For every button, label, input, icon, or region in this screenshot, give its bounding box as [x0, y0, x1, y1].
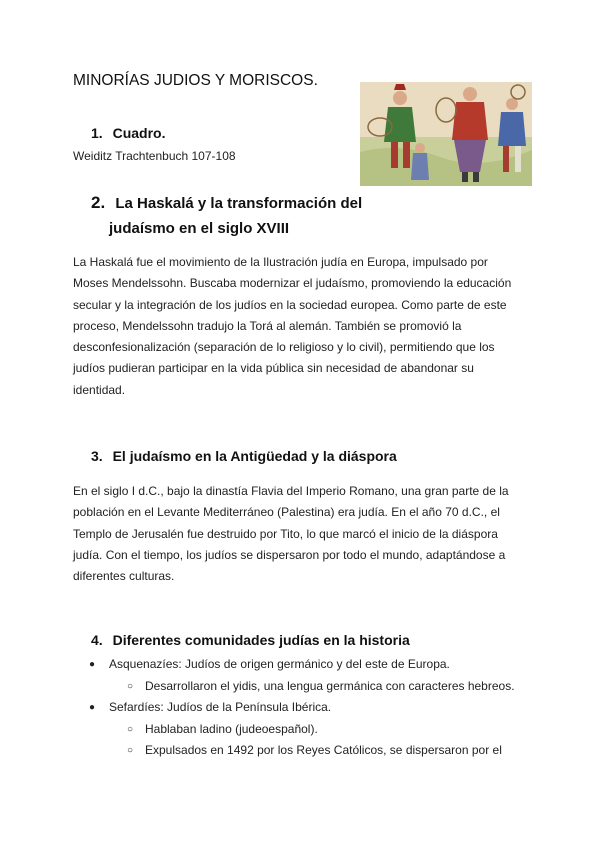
section-3-number: 3. — [91, 448, 103, 464]
section-1-heading — [91, 125, 165, 141]
list-item — [73, 676, 515, 698]
bullet-icon: ● — [89, 659, 96, 670]
hollow-bullet-icon: ○ — [127, 723, 134, 735]
list-item — [73, 697, 515, 719]
paragraph-line: judía. Con el tiempo, los judíos se dispersaron por todo el mundo, adaptándose a — [73, 547, 506, 562]
section-2-number: 2. — [91, 193, 106, 212]
paragraph-line: Templo de Jerusalén fue destruido por Tito, lo que marcó el inicio de la diáspora — [73, 526, 498, 541]
section-3-paragraph — [73, 481, 509, 587]
paragraph-line: La Haskalá fue el movimiento de la Ilustración judía en Europa, impulsado por — [73, 255, 488, 269]
paragraph-line: desconfesionalización (separación de lo religioso y lo civil), permitiendo que los — [73, 340, 495, 355]
list-item-text: Expulsados en 1492 por los Reyes Católicos, se dispersaron por el — [145, 743, 502, 757]
section-4-title: Diferentes comunidades judías en la historia — [112, 632, 410, 648]
bullet-icon: ● — [89, 702, 96, 713]
section-1-title: Cuadro. — [112, 125, 166, 141]
paragraph-line: judíos pudieran participar en la vida pública sin necesidad de abandonar su — [73, 361, 474, 376]
list-item-text: Asquenazíes: Judíos de origen germánico y del este de Europa. — [109, 657, 450, 671]
section-4-number: 4. — [91, 632, 103, 648]
list-item-text: Sefardíes: Judíos de la Península Ibérica. — [109, 700, 332, 714]
paragraph-line: población en el Levante Mediterráneo (Palestina) era judía. En el año 70 d.C., el — [73, 505, 500, 520]
communities-list — [73, 654, 515, 762]
paragraph-line: proceso, Mendelssohn tradujo la Torá al alemán. También se promovió la — [73, 318, 462, 333]
section-2-title-line2: judaísmo en el siglo XVIII — [109, 220, 290, 237]
section-2-paragraph — [73, 252, 511, 401]
paragraph-line: secular y la integración de los judíos en la sociedad europea. Como parte de este — [73, 297, 507, 312]
paragraph-line: identidad. — [73, 382, 126, 397]
weiditz-illustration — [360, 82, 532, 186]
section-1-reference: Weiditz Trachtenbuch 107-108 — [73, 149, 236, 163]
document-title: MINORÍAS JUDIOS Y MORISCOS. — [73, 72, 318, 89]
hollow-bullet-icon: ○ — [127, 745, 134, 756]
list-item — [73, 740, 515, 762]
section-2-heading — [91, 193, 362, 213]
paragraph-line: Moses Mendelssohn. Buscaba modernizar el judaísmo, promoviendo la educación — [73, 276, 512, 291]
paragraph-line: diferentes culturas. — [73, 569, 175, 584]
section-3-title: El judaísmo en la Antigüedad y la diáspora — [112, 448, 397, 464]
section-3-heading — [91, 448, 397, 464]
list-item-text: Desarrollaron el yidis, una lengua germánica con caracteres hebreos. — [145, 678, 515, 693]
section-1-number: 1. — [91, 125, 103, 141]
section-2-title-line1: La Haskalá y la transformación del — [115, 195, 363, 212]
list-item-text: Hablaban ladino (judeoespañol). — [145, 721, 318, 736]
hollow-bullet-icon: ○ — [127, 680, 134, 692]
paragraph-line: En el siglo I d.C., bajo la dinastía Flavia del Imperio Romano, una gran parte de la — [73, 484, 509, 498]
list-item — [73, 719, 515, 741]
section-4-heading — [91, 632, 410, 648]
list-item — [73, 654, 515, 676]
